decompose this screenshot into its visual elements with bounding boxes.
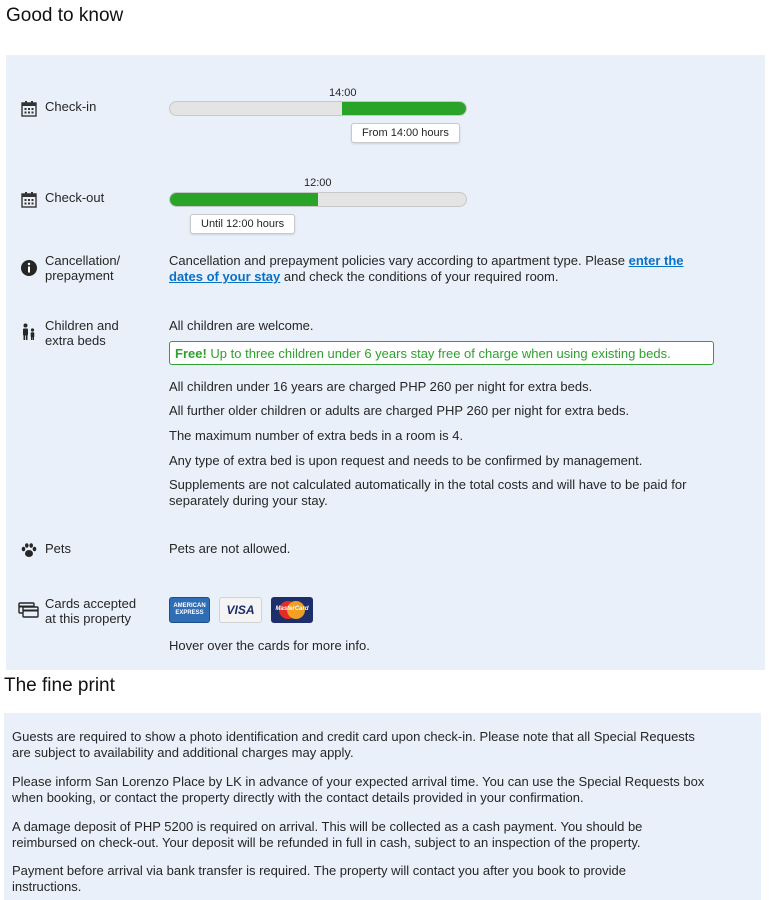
cancellation-text	[169, 253, 739, 285]
credit-card-icon	[18, 601, 40, 619]
calendar-icon	[20, 100, 38, 118]
family-icon	[20, 323, 38, 341]
paragraph-line: instructions.	[12, 879, 82, 894]
checkin-label: Check-in	[45, 99, 97, 114]
paragraph-line: Please inform San Lorenzo Place by LK in advance of your expected arrival time. You can use the Special Requests box	[12, 774, 705, 789]
mastercard-card[interactable]	[271, 597, 313, 623]
supplements-line1: Supplements are not calculated automatically in the total costs and will have to be paid for	[169, 477, 687, 492]
pets-text: Pets are not allowed.	[169, 541, 291, 556]
paragraph-line: Payment before arrival via bank transfer is required. The property will contact you after you book to provide	[12, 863, 626, 878]
cancellation-label	[45, 253, 120, 283]
cards-hover-text: Hover over the cards for more info.	[169, 638, 370, 653]
children-rule: All children under 16 years are charged PHP 260 per night for extra beds.	[169, 379, 593, 394]
visa-text: VISA	[226, 603, 255, 617]
info-icon	[20, 259, 38, 277]
cards-label-line1: Cards accepted	[45, 596, 137, 611]
children-rule: Any type of extra bed is upon request and needs to be confirmed by management.	[169, 453, 643, 468]
fine-print-paragraph	[12, 819, 752, 851]
cancellation-label-line1: Cancellation/	[45, 253, 121, 268]
cancellation-text-before: Cancellation and prepayment policies vary according to apartment type. Please	[169, 253, 629, 268]
paw-icon	[20, 541, 38, 559]
checkout-tooltip: Until 12:00 hours	[190, 214, 295, 234]
fine-print-title: The fine print	[4, 675, 115, 696]
paragraph-line: when booking, or contact the property directly with the contact details provided in your confirmation.	[12, 790, 584, 805]
checkin-tooltip: From 14:00 hours	[351, 123, 460, 143]
cards-label-line2: at this property	[45, 611, 131, 626]
children-welcome: All children are welcome.	[169, 318, 314, 333]
cancellation-text-after: and check the conditions of your required room.	[280, 269, 559, 284]
calendar-icon	[20, 191, 38, 209]
supplements-line2: separately during your stay.	[169, 493, 328, 508]
children-label-line2: extra beds	[45, 333, 106, 348]
paragraph-line: Guests are required to show a photo identification and credit card upon check-in. Please note that all Special Requests	[12, 729, 695, 744]
children-supplements	[169, 477, 749, 509]
visa-card[interactable]	[219, 597, 262, 623]
cards-label	[45, 596, 136, 626]
children-label	[45, 318, 119, 348]
pets-label: Pets	[45, 541, 72, 556]
children-rule: All further older children or adults are charged PHP 260 per night for extra beds.	[169, 403, 630, 418]
paragraph-line: A damage deposit of PHP 5200 is required on arrival. This will be collected as a cash payment. You should be	[12, 819, 643, 834]
checkout-label: Check-out	[45, 190, 105, 205]
amex-text-line1: AMERICAN	[173, 603, 206, 609]
good-to-know-title: Good to know	[6, 5, 124, 26]
enter-dates-link[interactable]: dates of your stay	[169, 269, 281, 284]
checkin-timeline	[169, 101, 467, 116]
checkout-time: 12:00	[304, 177, 332, 189]
checkout-fill	[170, 193, 318, 206]
checkout-timeline	[169, 192, 467, 207]
free-label: Free!	[175, 346, 207, 361]
amex-card[interactable]	[169, 597, 210, 623]
checkin-fill	[342, 102, 466, 115]
children-label-line1: Children and	[45, 318, 119, 333]
fine-print-paragraph	[12, 863, 752, 895]
enter-dates-link[interactable]: enter the	[628, 253, 684, 268]
free-text: Up to three children under 6 years stay free of charge when using existing beds.	[206, 346, 671, 361]
paragraph-line: are subject to availability and additional charges may apply.	[12, 745, 354, 760]
fine-print-paragraph	[12, 774, 752, 806]
paragraph-line: reimbursed on check-out. Your deposit will be refunded in full in cash, subject to an inspection of the property.	[12, 835, 641, 850]
free-children-box	[169, 341, 714, 365]
amex-text-line2: EXPRESS	[175, 610, 204, 616]
children-rule: The maximum number of extra beds in a room is 4.	[169, 428, 464, 443]
fine-print-paragraph	[12, 729, 752, 761]
mastercard-text: MasterCard	[275, 606, 309, 612]
checkin-time: 14:00	[329, 87, 357, 99]
cancellation-label-line2: prepayment	[45, 268, 114, 283]
